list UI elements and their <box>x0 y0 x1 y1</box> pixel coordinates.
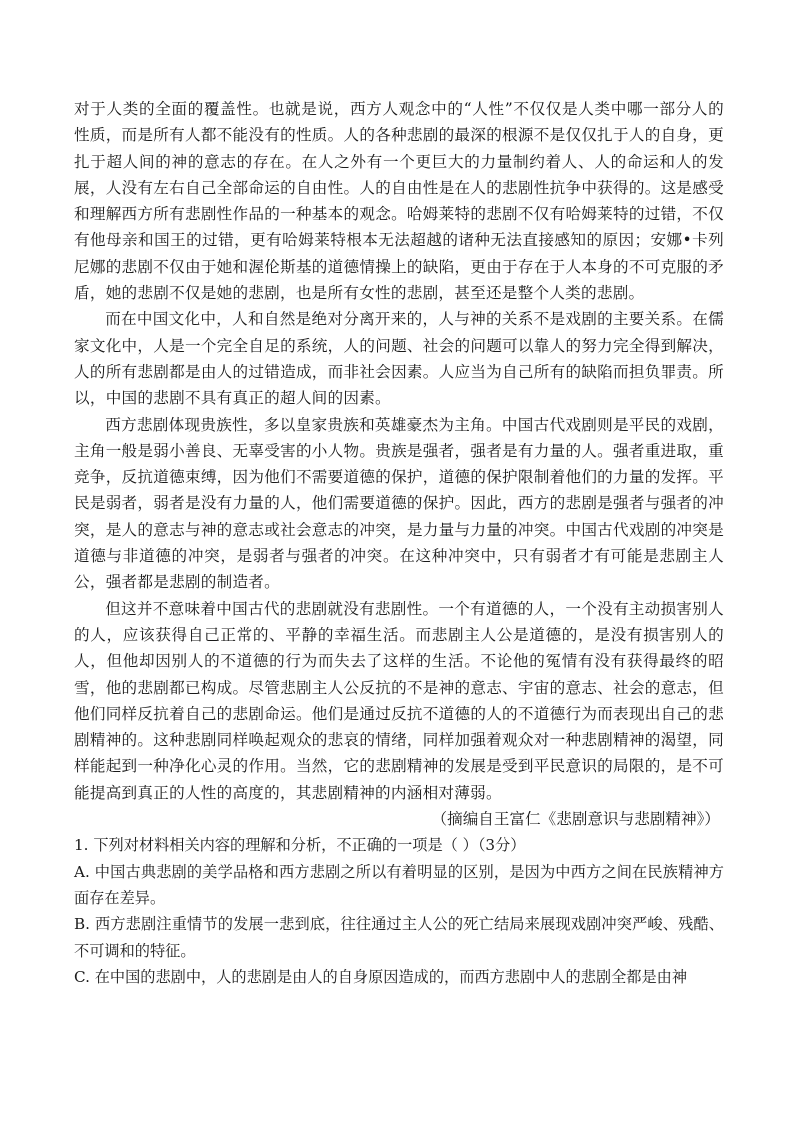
article-paragraph-1: 对于人类的全面的覆盖性。也就是说，西方人观念中的“人性”不仅仅是人类中哪一部分人的性质，而是所有人都不能没有的性质。人的各种悲剧的最深的根源不是仅仅扎于人的自身，更扎于超人间的神的意志的存在。在人之外有一个更巨大的力量制约着人、人的命运和人的发展，人没有左右自己全部命运的自由性。人的自由性是在人的悲剧性抗争中获得的。这是感受和理解西方所有悲剧性作品的一种基本的观念。哈姆莱特的悲剧不仅有哈姆莱特的过错，不仅有他母亲和国王的过错，更有哈姆莱特根本无法超越的诸种无法直接感知的原因；安娜•卡列尼娜的悲剧不仅由于她和渥伦斯基的道德情操上的缺陷，更由于存在于人本身的不可克服的矛盾，她的悲剧不仅是她的悲剧，也是所有女性的悲剧，甚至还是整个人类的悲剧。 <box>74 100 724 303</box>
article-paragraph-3: 西方悲剧体现贵族性，多以皇家贵族和英雄豪杰为主角。中国古代戏剧则是平民的戏剧，主角一般是弱小善良、无辜受害的小人物。贵族是强者，强者是有力量的人。强者重进取，重竞争，反抗道德束缚，因为他们不需要道德的保护，道德的保护限制着他们的力量的发挥。平民是弱者，弱者是没有力量的人，他们需要道德的保护。因此，西方的悲剧是强者与强者的冲突，是人的意志与神的意志或社会意志的冲突，是力量与力量的冲突。中国古代戏剧的冲突是道德与非道德的冲突，是弱者与强者的冲突。在这种冲突中，只有弱者才有可能是悲剧主人公，强者都是悲剧的制造者。 <box>74 415 724 592</box>
question-stem: 1. 下列对材料相关内容的理解和分析，不正确的一项是（ ）（3分） <box>74 836 526 855</box>
article-source-citation: （摘编自王富仁《悲剧意识与悲剧精神》） <box>431 810 720 829</box>
question-option-a: A. 中国古典悲剧的美学品格和西方悲剧之所以有着明显的区别，是因为中西方之间在民族精神方面存在差异。 <box>74 862 724 907</box>
question-option-b: B. 西方悲剧注重情节的发展一悲到底，往往通过主人公的死亡结局来展现戏剧冲突严峻、残酷、不可调和的特征。 <box>74 915 724 960</box>
question-option-c: C. 在中国的悲剧中，人的悲剧是由人的自身原因造成的，而西方悲剧中人的悲剧全都是由神 <box>74 967 688 986</box>
article-paragraph-4: 但这并不意味着中国古代的悲剧就没有悲剧性。一个有道德的人，一个没有主动损害别人的人，应该获得自己正常的、平静的幸福生活。而悲剧主人公是道德的，是没有损害别人的人，但他却因别人的不道德的行为而失去了这样的生活。不论他的冤情有没有获得最终的昭雪，他的悲剧都已构成。尽管悲剧主人公反抗的不是神的意志、宇宙的意志、社会的意志，但他们同样反抗着自己的悲剧命运。他们是通过反抗不道德的人的不道德行为而表现出自己的悲剧精神的。这种悲剧同样唤起观众的悲哀的情绪，同样加强着观众对一种悲剧精神的渴望，同样能起到一种净化心灵的作用。当然，它的悲剧精神的发展是受到平民意识的局限的，是不可能提高到真正的人性的高度的，其悲剧精神的内涵相对薄弱。 <box>74 599 724 802</box>
document-page <box>74 96 724 990</box>
article-paragraph-2: 而在中国文化中，人和自然是绝对分离开来的，人与神的关系不是戏剧的主要关系。在儒家文化中，人是一个完全自足的系统，人的问题、社会的问题可以靠人的努力完全得到解决，人的所有悲剧都是由人的过错造成，而非社会因素。人应当为自己所有的缺陷而担负罪责。所以，中国的悲剧不具有真正的超人间的因素。 <box>74 310 724 408</box>
